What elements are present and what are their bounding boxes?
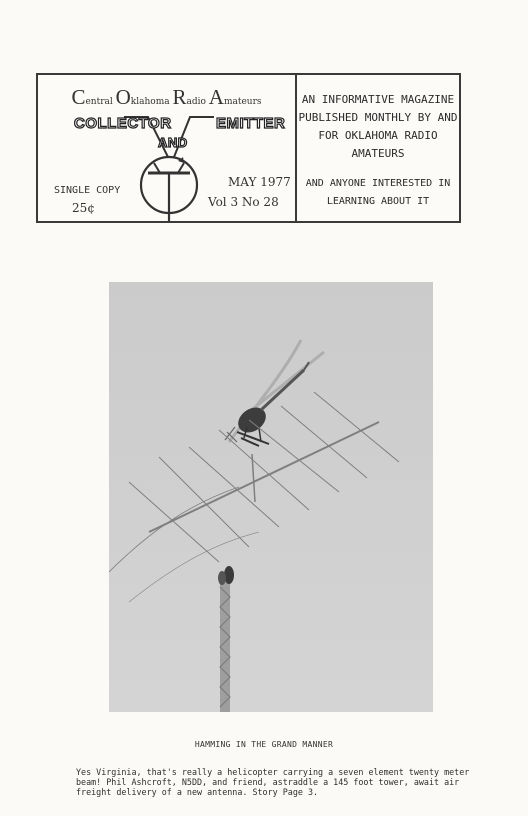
- masthead-tagline-panel: [297, 75, 459, 221]
- org-initial-o: O: [115, 85, 131, 109]
- price: 25¢: [72, 201, 95, 215]
- org-word-radio: adio: [186, 97, 209, 107]
- org-word-amateurs: mateurs: [223, 97, 262, 107]
- tagline: [297, 91, 459, 163]
- tagline-line: AND ANYONE INTERESTED IN: [305, 178, 451, 189]
- cover-photo: [109, 282, 433, 712]
- volume-number: Vol 3 No 28: [208, 195, 279, 209]
- org-initial-c: C: [71, 85, 86, 109]
- tagline-line: AMATEURS: [351, 147, 405, 160]
- masthead: [36, 73, 461, 223]
- issue-date: MAY 1977: [228, 175, 291, 189]
- tagline-line: PUBLISHED MONTHLY BY AND: [298, 111, 458, 124]
- tagline-secondary: [297, 175, 459, 211]
- org-word-central: entral: [85, 97, 116, 107]
- tagline-line: FOR OKLAHOMA RADIO: [318, 129, 438, 142]
- tagline-line: AN INFORMATIVE MAGAZINE: [301, 93, 455, 106]
- title-emitter: EMITTER: [216, 115, 286, 132]
- org-initial-r: R: [172, 85, 187, 109]
- title-collector: COLLECTOR: [74, 115, 172, 132]
- single-copy-label: SINGLE COPY: [54, 185, 121, 196]
- tagline-line: LEARNING ABOUT IT: [326, 196, 430, 207]
- photo-caption-body: Yes Virginia, that's really a helicopter carrying a seven element twenty meter beam! Phil Ashcroft, N5DD, and friend, astraddle a 145 foot tower, await air freight delivery of a new antenna. Story Page 3.: [76, 767, 470, 797]
- helicopter-antenna-photo: [109, 282, 433, 712]
- org-initial-a: A: [208, 85, 224, 109]
- photo-caption-title: HAMMING IN THE GRAND MANNER: [194, 740, 334, 749]
- title-and: AND: [158, 135, 188, 150]
- masthead-left-panel: [38, 75, 297, 221]
- org-word-oklahoma: klahoma: [130, 97, 173, 107]
